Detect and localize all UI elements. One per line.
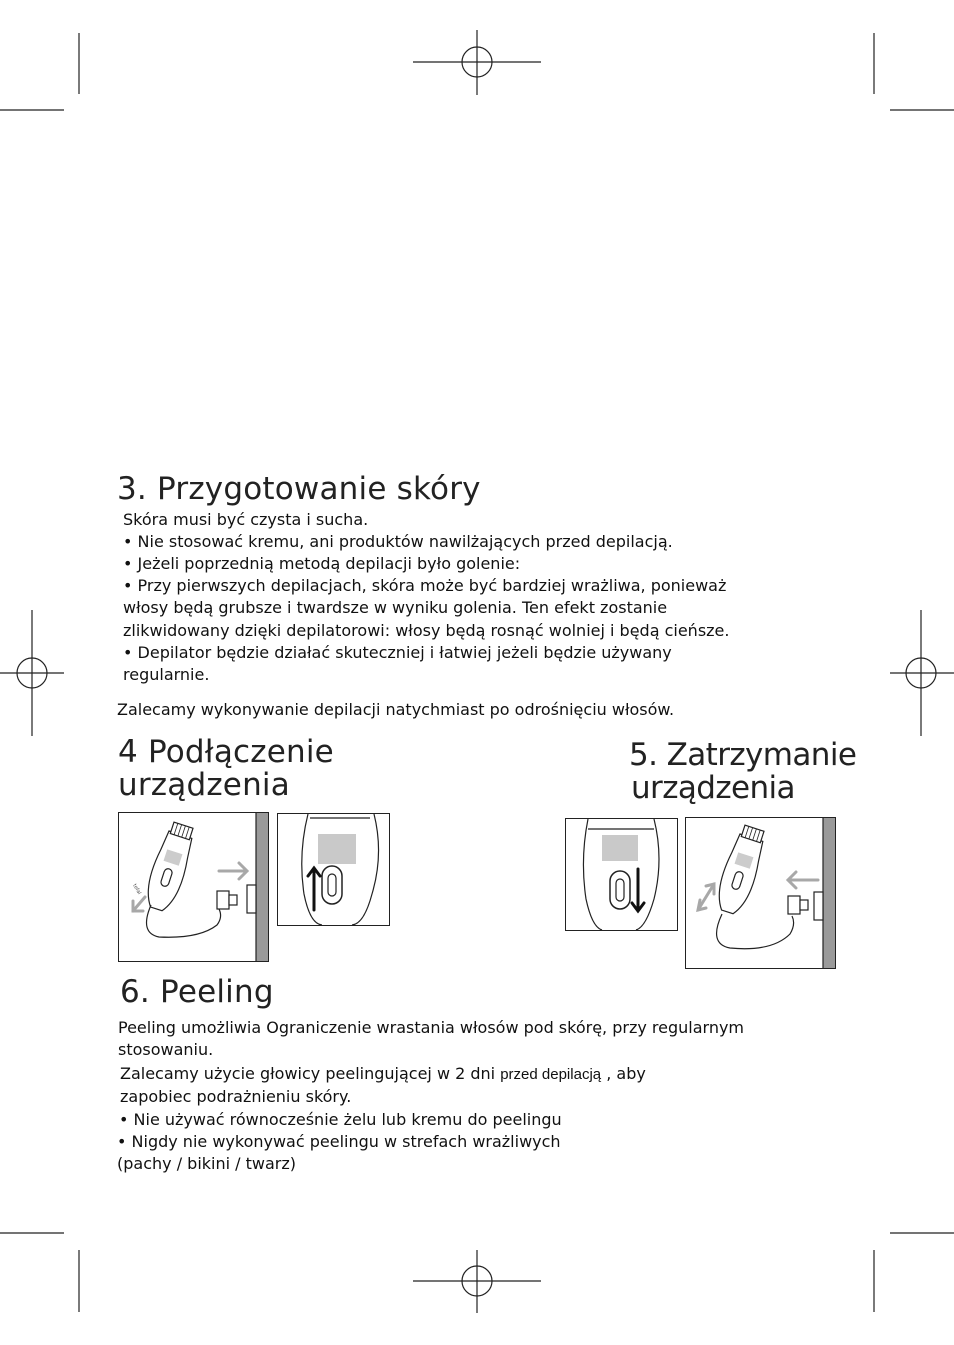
section-6-bullet-2: • Nigdy nie wykonywać peelingu w strefach wrażliwych [117, 1132, 561, 1151]
section-6-line-2: stosowaniu. [118, 1040, 214, 1059]
section-6-line-3a: Zalecamy użycie głowicy peelingującej w 2 dni [120, 1064, 501, 1083]
section-6-line-1: Peeling umożliwia Ograniczenie wrastania włosów pod skórę, przy regularnym [118, 1018, 745, 1037]
section-3-title: 3. Przygotowanie skóry [117, 471, 481, 507]
section-3-line-6: zlikwidowany dzięki depilatorowi: włosy będą rosnąć wolniej i będą cieńsze. [123, 621, 730, 640]
section-3-line-4: • Przy pierwszych depilacjach, skóra może być bardziej wrażliwa, ponieważ [123, 576, 727, 595]
section-6-line-3b: przed depilacją [500, 1066, 602, 1083]
section-3-line-2: • Nie stosować kremu, ani produktów nawilżających przed depilacją. [123, 532, 673, 551]
section-3-line-1: Skóra musi być czysta i sucha. [123, 510, 369, 529]
section-6-line-4: zapobiec podrażnieniu skóry. [120, 1087, 352, 1106]
section-3-line-5: włosy będą grubsze i twardsze w wyniku golenia. Ten efekt zostanie [123, 598, 668, 617]
section-5-title-line-1: 5. Zatrzymanie [629, 737, 857, 773]
switch-up-arrow-icon [277, 813, 390, 926]
section-6-bullet-1: • Nie używać równocześnie żelu lub kremu do peelingu [119, 1110, 562, 1129]
section-3-line-3: • Jeżeli poprzednią metodą depilacji było golenie: [123, 554, 521, 573]
section-6-line-3c: , aby [601, 1064, 646, 1083]
depilator-plug-in-icon [118, 812, 269, 962]
section-6-line-3 [120, 1063, 646, 1087]
depilator-unplug-icon [685, 817, 836, 969]
device-brand-label: tefal [131, 883, 143, 896]
section-6-title: 6. Peeling [120, 974, 274, 1010]
section-4-title-line-2: urządzenia [118, 767, 290, 803]
switch-down-arrow-icon [565, 818, 678, 931]
section-4-title-line-1: 4 Podłączenie [118, 734, 334, 770]
section-3-line-8: regularnie. [123, 665, 210, 684]
section-6-line-last: (pachy / bikini / twarz) [117, 1154, 297, 1173]
section-5-title-line-2: urządzenia [631, 770, 795, 806]
section-3-line-7: • Depilator będzie działać skuteczniej i łatwiej jeżeli będzie używany [123, 643, 672, 662]
section-3-recommendation: Zalecamy wykonywanie depilacji natychmiast po odrośnięciu włosów. [117, 700, 675, 719]
